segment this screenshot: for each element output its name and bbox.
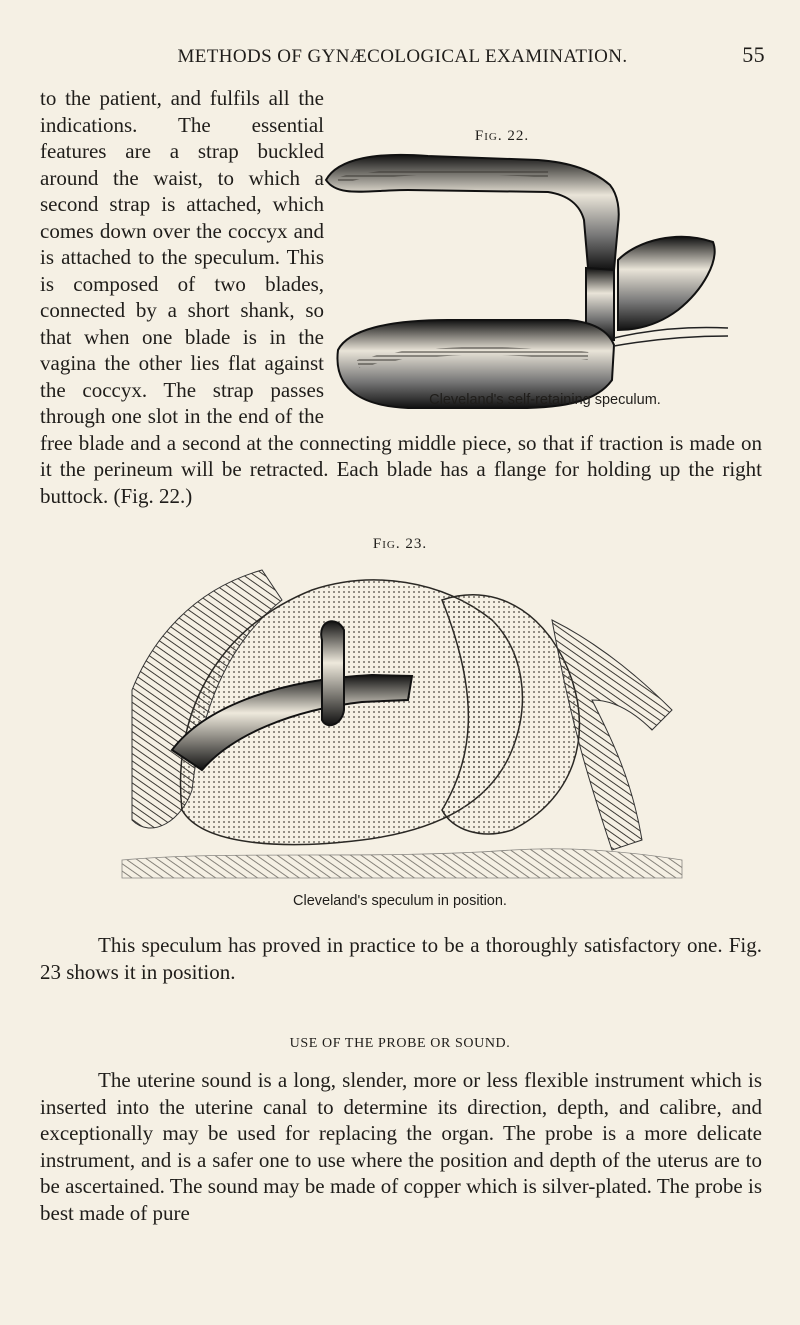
paragraph-2: This speculum has proved in practice to be a thoroughly satisfactory one. Fig. 23 shows it in position.	[40, 933, 762, 984]
figure-23-label: Fig. 23.	[372, 536, 428, 552]
section-heading: USE OF THE PROBE OR SOUND.	[289, 1036, 511, 1051]
figure-22-label: Fig. 22.	[474, 128, 530, 144]
page-number: 55	[742, 42, 765, 67]
figure-23-caption: Cleveland's speculum in position.	[293, 893, 507, 909]
running-head-title: METHODS OF GYNÆCOLOGICAL EXAMINATION.	[177, 46, 628, 67]
figure-23-speculum-in-position-illustration	[112, 560, 692, 880]
paragraph-3: The uterine sound is a long, slender, more or less flexible instrument which is inserted into the uterine canal to determine its direction, depth, and calibre, and exceptionally may be used for replacing the organ. The probe is a more delicate instrument, and is a safer one to use where the position and depth of the uterus are to be ascertained. The sound may be made of copper which is silver-plated. The probe is best made of pure	[40, 1068, 762, 1225]
running-head	[40, 42, 765, 72]
paragraph-1-text: to the patient, and fulfils all the indications. The essential features are a strap buckled around the waist, to which a second strap is attached, which comes down over the coccyx and is attached to the speculum. This is composed of two blades, connected by a short shank, so that when one blade is in the vagina the other lies flat against the coccyx. The strap passes through one slot in the end of the free blade and a second at the connecting middle piece, so that if traction is made on it the perineum will be retracted. Each blade has a flange for holding up the right buttock. (Fig. 22.)	[40, 86, 762, 508]
figure-22-caption: Cleveland's self-retaining speculum.	[429, 392, 661, 408]
figure-22-speculum-illustration	[318, 150, 738, 420]
